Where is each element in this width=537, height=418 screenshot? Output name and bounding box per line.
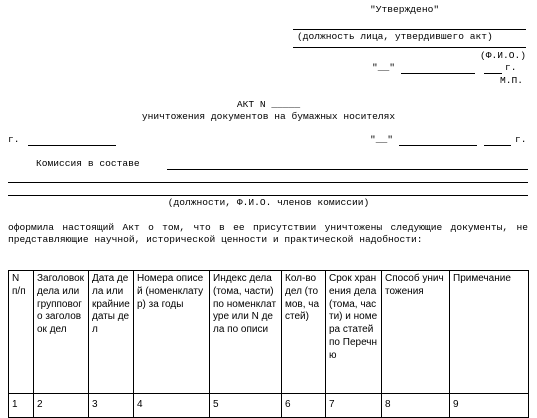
commission-line-2	[8, 182, 528, 183]
position-line	[293, 29, 526, 30]
act-title: АКТ N _____	[236, 99, 301, 110]
table-column-number: 3	[89, 394, 134, 418]
table-column-number: 2	[34, 394, 89, 418]
act-subtitle: уничтожения документов на бумажных носителях	[141, 111, 396, 122]
table-column-number: 5	[210, 394, 282, 418]
table-header-cell: Заголовок дела или группового заголовок дел	[34, 271, 89, 394]
fio-caption: (Ф.И.О.)	[480, 50, 527, 61]
act-date-open: "__"	[370, 134, 394, 145]
statement-text: оформила настоящий Акт о том, что в ее присутствии уничтожены следующие документы, не представляющие научной, исторической ценности и практической надобности:	[8, 222, 528, 245]
table-column-number: 8	[382, 394, 450, 418]
table-column-number: 9	[450, 394, 529, 418]
approval-date-line	[401, 73, 475, 74]
approved-label: "Утверждено"	[370, 4, 440, 15]
act-year: г.	[515, 134, 527, 145]
table-header-cell: Индекс дела (тома, части) по номенклатуре или N дела по описи	[210, 271, 282, 394]
table-column-number: 6	[282, 394, 326, 418]
table-number-row	[9, 394, 529, 418]
approval-year-line	[484, 73, 502, 74]
commission-line-3	[8, 195, 528, 196]
table-header-row	[9, 271, 529, 394]
commission-caption: (должности, Ф.И.О. членов комиссии)	[167, 197, 370, 208]
city-line	[28, 145, 116, 146]
approval-date-open: "__"	[372, 62, 396, 73]
table-header-cell: Номера описей (номенклатур) за годы	[134, 271, 210, 394]
documents-table	[8, 270, 529, 418]
approval-year: г.	[505, 62, 517, 73]
act-date-line	[399, 145, 477, 146]
table-header-cell: Дата дела или крайние даты дел	[89, 271, 134, 394]
act-year-line	[484, 145, 511, 146]
table-header-cell: Срок хранения дела (тома, части) и номера статей по Перечню	[326, 271, 382, 394]
commission-label: Комиссия в составе	[36, 158, 140, 169]
position-caption: (должность лица, утвердившего акт)	[297, 31, 493, 42]
city-prefix: г.	[8, 134, 20, 145]
table-header-cell: Способ уничтожения	[382, 271, 450, 394]
table-column-number: 4	[134, 394, 210, 418]
position-line-2	[293, 47, 526, 48]
table-column-number: 7	[326, 394, 382, 418]
commission-line-1	[167, 169, 528, 170]
seal-label: М.П.	[500, 75, 524, 86]
table-column-number: 1	[9, 394, 34, 418]
table-header-cell: N п/п	[9, 271, 34, 394]
table-header-cell: Кол-во дел (томов, частей)	[282, 271, 326, 394]
table-header-cell: Примечание	[450, 271, 529, 394]
